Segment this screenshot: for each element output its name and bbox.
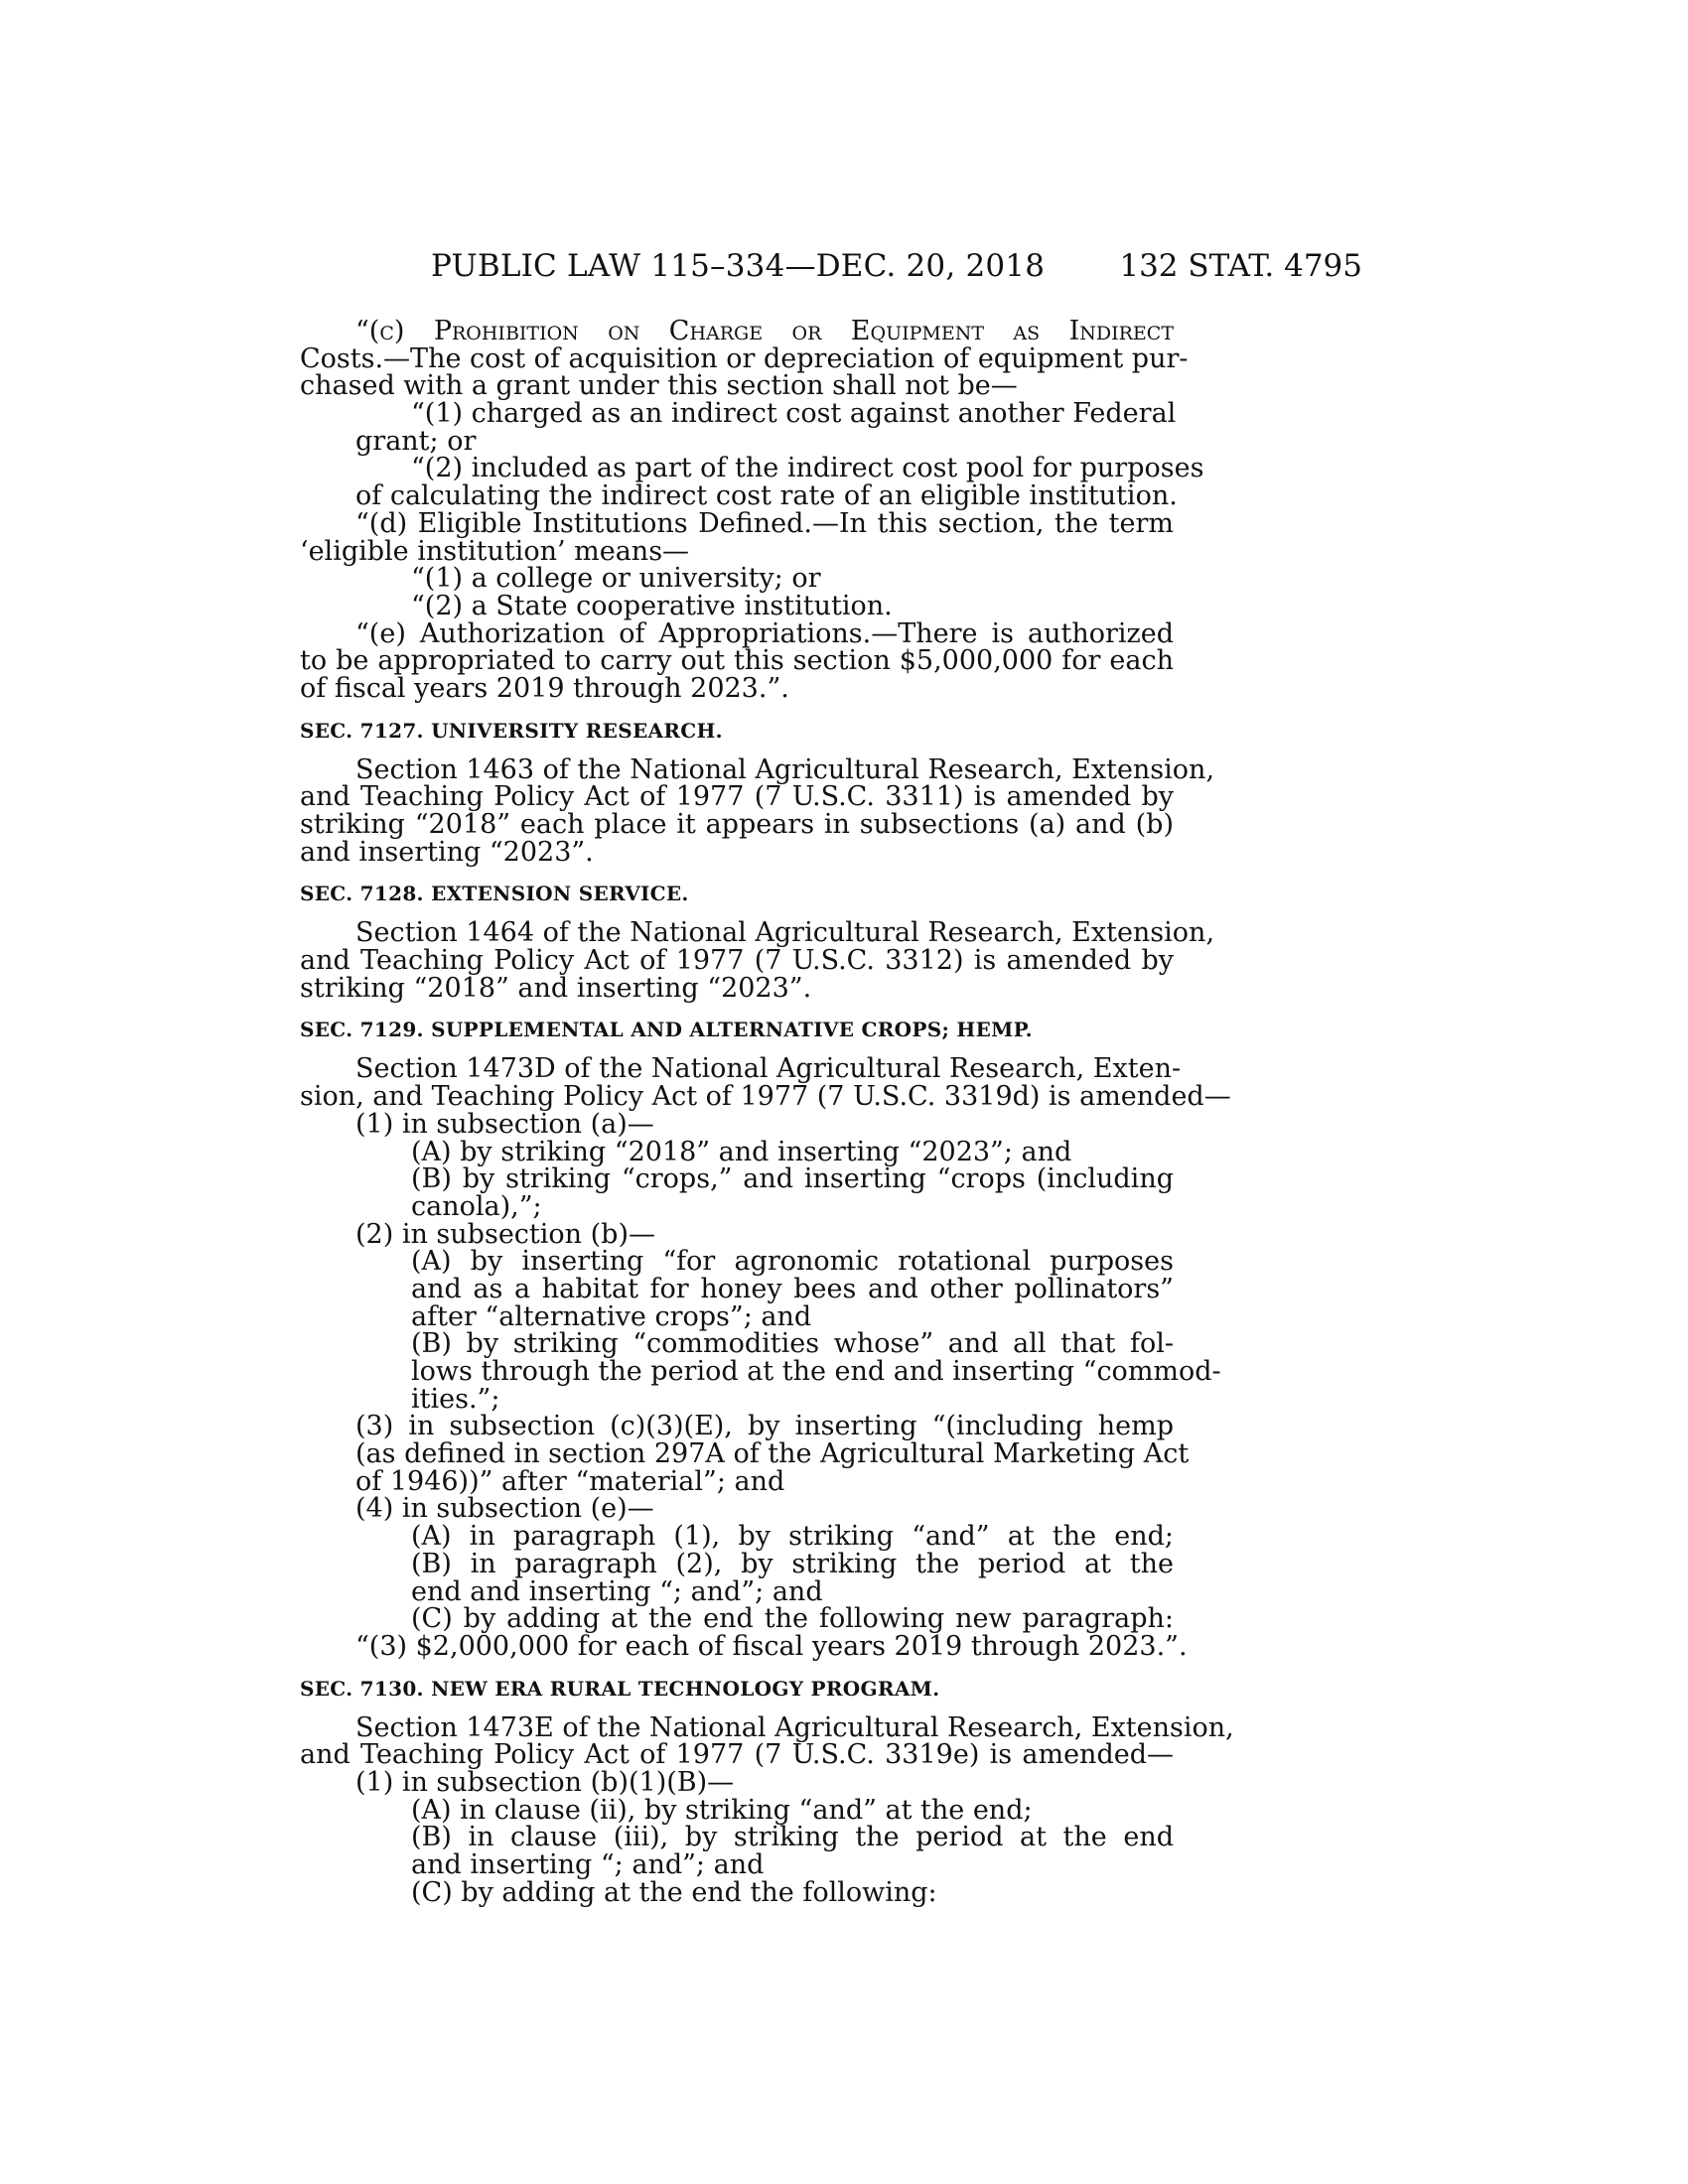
- text-line: (B) in paragraph (2), by striking the period at the: [411, 1548, 1174, 1579]
- text-line: and inserting “; and”; and: [411, 1849, 765, 1880]
- text-line: striking “2018” each place it appears in subsections (a) and (b): [300, 809, 1174, 840]
- text-line: of calculating the indirect cost rate of an eligible institution.: [355, 480, 1178, 512]
- text-line: (C) by adding at the end the following new paragraph:: [411, 1603, 1174, 1635]
- text-line: (1) in subsection (a)—: [355, 1108, 654, 1140]
- text-line: Section 1464 of the National Agricultural Research, Extension,: [355, 917, 1215, 949]
- text-line: (4) in subsection (e)—: [355, 1493, 654, 1525]
- text-line: (2) in subsection (b)—: [355, 1218, 655, 1250]
- text-line: Section 1473E of the National Agricultural Research, Extension,: [355, 1711, 1234, 1743]
- page-header: [300, 248, 1362, 290]
- text-line: canola),”;: [411, 1190, 542, 1222]
- text-line: ‘eligible institution’ means—: [300, 535, 690, 567]
- text-line: (A) in paragraph (1), by striking “and” at the end;: [411, 1521, 1174, 1553]
- text-line: “(e) Authorization of Appropriations.—There is authorized: [355, 617, 1174, 649]
- text-line: “(2) included as part of the indirect cost pool for purposes: [411, 453, 1204, 484]
- text-line: striking “2018” and inserting “2023”.: [300, 972, 812, 1004]
- text-line: “(c) Prohibition on Charge or Equipment as Indirect: [355, 316, 1174, 346]
- text-line: Costs.—The cost of acquisition or depreciation of equipment pur-: [300, 342, 1189, 374]
- section-heading: SEC. 7129. SUPPLEMENTAL AND ALTERNATIVE CROPS; HEMP.: [300, 1018, 1033, 1042]
- text-line: of 1946))” after “material”; and: [355, 1465, 785, 1497]
- text-line: (C) by adding at the end the following:: [411, 1876, 937, 1908]
- text-line: chased with a grant under this section shall not be—: [300, 370, 1018, 402]
- text-line: to be appropriated to carry out this section $5,000,000 for each: [300, 645, 1174, 677]
- text-line: (as defined in section 297A of the Agricultural Marketing Act: [355, 1438, 1190, 1470]
- text-line: (B) by striking “crops,” and inserting “crops (including: [411, 1163, 1174, 1195]
- text-line: (A) in clause (ii), by striking “and” at the end;: [411, 1794, 1033, 1826]
- document-body: [300, 316, 1234, 1908]
- text-line: and as a habitat for honey bees and other pollinators”: [411, 1273, 1174, 1304]
- text-line: after “alternative crops”; and: [411, 1300, 812, 1332]
- statute-page-number: 132 STAT. 4795: [1119, 248, 1362, 284]
- text-line: “(1) charged as an indirect cost against another Federal: [411, 398, 1177, 430]
- text-line: end and inserting “; and”; and: [411, 1575, 823, 1607]
- text-line: grant; or: [355, 425, 477, 457]
- text-line: Section 1463 of the National Agricultural Research, Extension,: [355, 753, 1215, 785]
- text-line: and Teaching Policy Act of 1977 (7 U.S.C. 3319e) is amended—: [300, 1739, 1174, 1771]
- text-line: “(1) a college or university; or: [411, 563, 821, 595]
- text-line: (3) in subsection (c)(3)(E), by inserting “(including hemp: [355, 1411, 1174, 1442]
- text-line: and Teaching Policy Act of 1977 (7 U.S.C. 3311) is amended by: [300, 781, 1174, 813]
- section-heading: SEC. 7127. UNIVERSITY RESEARCH.: [300, 718, 723, 743]
- text-line: of fiscal years 2019 through 2023.”.: [300, 672, 789, 704]
- section-heading: SEC. 7128. EXTENSION SERVICE.: [300, 882, 689, 906]
- text-line: (1) in subsection (b)(1)(B)—: [355, 1766, 735, 1798]
- text-line: “(d) Eligible Institutions Defined.—In this section, the term: [355, 507, 1174, 539]
- text-line: “(2) a State cooperative institution.: [411, 590, 893, 621]
- text-line: and Teaching Policy Act of 1977 (7 U.S.C. 3312) is amended by: [300, 945, 1174, 977]
- text-line: (A) by striking “2018” and inserting “2023”; and: [411, 1136, 1072, 1167]
- text-line: ities.”;: [411, 1383, 500, 1415]
- running-head-title: PUBLIC LAW 115–334—DEC. 20, 2018: [431, 248, 1046, 284]
- section-heading: SEC. 7130. NEW ERA RURAL TECHNOLOGY PROGRAM.: [300, 1676, 940, 1701]
- text-line: (A) by inserting “for agronomic rotational purposes: [411, 1246, 1174, 1278]
- text-line: sion, and Teaching Policy Act of 1977 (7 U.S.C. 3319d) is amended—: [300, 1081, 1231, 1113]
- text-line: (B) in clause (iii), by striking the period at the end: [411, 1822, 1174, 1853]
- text-line: “(3) $2,000,000 for each of fiscal years 2019 through 2023.”.: [355, 1630, 1188, 1662]
- text-line: lows through the period at the end and inserting “commod-: [411, 1356, 1221, 1387]
- text-line: and inserting “2023”.: [300, 836, 594, 868]
- text-line: Section 1473D of the National Agricultural Research, Exten-: [355, 1053, 1182, 1085]
- text-line: (B) by striking “commodities whose” and all that fol-: [411, 1328, 1174, 1360]
